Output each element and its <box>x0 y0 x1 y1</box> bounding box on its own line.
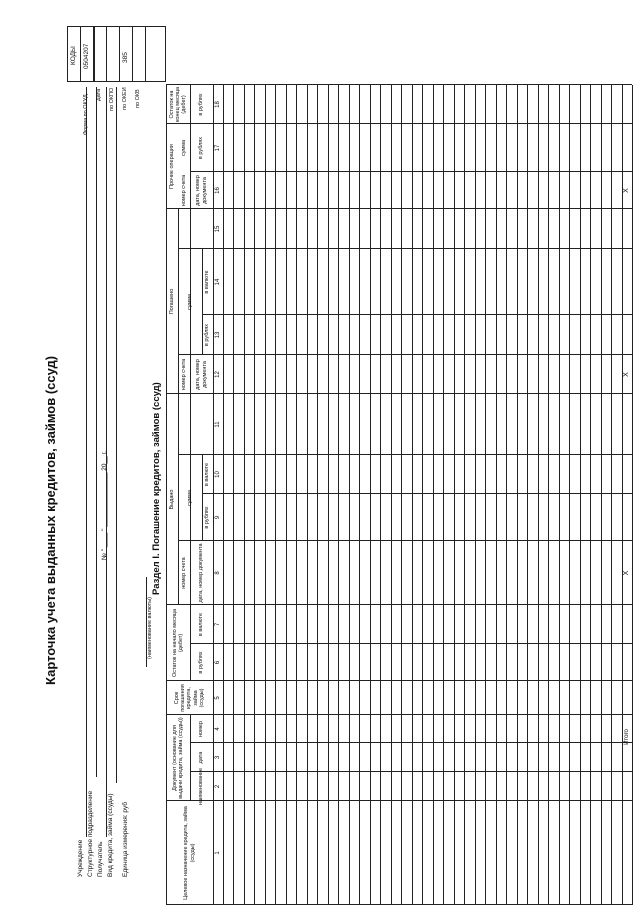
codes-okei-label: по ОКЕИ <box>122 87 128 110</box>
col-balance-end-rub: в рублях <box>198 93 205 116</box>
col-divider <box>178 454 632 455</box>
field-loan-type-line <box>116 87 117 783</box>
col-divider <box>202 493 632 494</box>
col-number-8: 8 <box>214 571 221 575</box>
field-recipient-line <box>106 87 107 837</box>
col-number-7: 7 <box>214 622 221 627</box>
table-row <box>611 85 612 905</box>
col-divider <box>178 540 632 541</box>
codes-okpo-label: по ОКПО <box>109 87 115 111</box>
col-divider <box>166 123 632 124</box>
col-term-header: Срок погашения кредита, займа (ссуды) <box>173 684 205 712</box>
codes-date-label: Дата <box>96 88 102 101</box>
col-other-acc-no: номер счета <box>180 174 187 207</box>
col-divider <box>166 393 632 394</box>
col-repay-sum: сумма <box>186 293 193 311</box>
col-number-17: 17 <box>214 144 221 152</box>
header-line <box>223 85 224 905</box>
col-issue-acc-no: номер счета <box>180 557 187 589</box>
col-purpose-header: Целевое назначение кредита, займа (ссуды) <box>183 806 196 900</box>
section-title: Раздел I. Погашение кредитов, займов (ссуд) <box>151 382 162 595</box>
field-recipient-label: Получатель <box>97 841 104 877</box>
codes-form-value: 0504207 <box>83 43 90 69</box>
table-bottom-border <box>632 85 633 905</box>
table-row <box>454 85 455 905</box>
col-balance-start-header: Остаток на начало месяца (дебет) <box>171 608 184 678</box>
table-right-border <box>166 84 632 85</box>
table-row <box>412 85 413 905</box>
table-row <box>601 85 602 905</box>
table-row <box>338 85 339 905</box>
table-row <box>296 85 297 905</box>
total-cross-other: X <box>622 188 630 193</box>
col-divider <box>166 680 632 681</box>
col-number-1: 1 <box>214 851 221 855</box>
codes-okud-label: Форма по ОКУД <box>83 94 89 135</box>
total-cross-repay: X <box>622 372 630 377</box>
codes-okv-label: по ОКВ <box>135 89 141 108</box>
col-divider <box>202 314 632 315</box>
table-row <box>265 85 266 905</box>
col-doc-number-header: номер <box>198 721 205 737</box>
field-institution-label: Учреждение <box>77 839 84 877</box>
col-repay-sum-rub: в рублях <box>204 323 211 347</box>
table-row <box>401 85 402 905</box>
col-divider <box>190 742 632 743</box>
table-row <box>328 85 329 905</box>
col-issue-sum-rub: в рублях <box>204 506 211 529</box>
col-divider <box>166 604 632 605</box>
field-division-label: Структурное подразделение <box>87 790 94 877</box>
table-row <box>443 85 444 905</box>
table-row <box>275 85 276 905</box>
table-row <box>286 85 287 905</box>
col-number-4: 4 <box>214 727 221 731</box>
table-row <box>254 85 255 905</box>
table-row <box>370 85 371 905</box>
table-row <box>475 85 476 905</box>
table-row <box>485 85 486 905</box>
field-unit-label: Единица измерения: руб <box>122 802 129 877</box>
col-number-16: 16 <box>214 187 221 194</box>
col-other-header: Прочие операции <box>168 144 175 189</box>
col-number-2: 2 <box>214 784 221 789</box>
total-cross-issue: X <box>622 570 630 576</box>
col-other-sum: сумма <box>180 139 187 157</box>
number-date-line: № " ____ " _______________ 20__ г. <box>101 451 108 560</box>
table-row <box>233 85 234 905</box>
col-repay-sum-cur: в валюте <box>204 270 211 294</box>
table-row <box>506 85 507 905</box>
table-row <box>317 85 318 905</box>
codes-header: КОДЫ <box>70 46 77 65</box>
col-other-sum-rub: в рублях <box>198 136 205 160</box>
field-loan-type-label: Вид кредита, займа (ссуды) <box>107 793 114 877</box>
col-balance-start-cur: в валюте <box>198 612 205 637</box>
table-row <box>559 85 560 905</box>
field-division-line <box>96 87 97 777</box>
col-number-10: 10 <box>214 471 221 478</box>
col-number-18: 18 <box>214 101 221 108</box>
codes-box <box>67 26 166 82</box>
col-issue-sum-cur: в валюте <box>204 462 211 487</box>
col-doc-name-header: наименование <box>198 767 205 806</box>
col-divider <box>178 354 632 355</box>
col-balance-end-header: Остаток на конец месяца (дебет) <box>168 86 188 123</box>
col-divider <box>178 248 632 249</box>
table-row <box>359 85 360 905</box>
col-divider <box>166 800 632 801</box>
col-repay-acc-no: номер счета <box>180 358 187 391</box>
col-divider <box>190 771 632 772</box>
col-repay-header: Погашено <box>168 288 175 315</box>
col-repay-doc-date-no: дата, номер документа <box>195 359 208 390</box>
table-row <box>538 85 539 905</box>
col-divider <box>190 171 632 172</box>
table-row <box>422 85 423 905</box>
table-row <box>548 85 549 905</box>
col-issue-doc-date-no: дата, номер документа <box>198 543 205 603</box>
table-row <box>496 85 497 905</box>
table-row <box>307 85 308 905</box>
table-row <box>580 85 581 905</box>
col-number-15: 15 <box>214 225 221 233</box>
table-row <box>527 85 528 905</box>
table-row <box>391 85 392 905</box>
col-divider <box>166 208 632 209</box>
col-number-13: 13 <box>214 331 221 339</box>
table-row <box>380 85 381 905</box>
col-number-6: 6 <box>214 660 221 665</box>
total-label: Итого <box>623 729 630 745</box>
table-row <box>349 85 350 905</box>
codes-okei-value: 385 <box>122 52 129 63</box>
currency-caption: (наименование валюты) <box>147 597 153 659</box>
col-number-11: 11 <box>214 421 221 428</box>
form-title: Карточка учета выданных кредитов, займов (ссуд) <box>43 355 58 685</box>
col-balance-start-rub: в рублях <box>198 651 205 674</box>
col-divider <box>166 714 632 715</box>
table-row <box>433 85 434 905</box>
col-number-14: 14 <box>214 278 221 286</box>
col-issue-header: Выдано <box>168 489 175 510</box>
col-doc-date-header: дата <box>198 751 205 764</box>
col-number-12: 12 <box>214 371 221 378</box>
col-number-9: 9 <box>214 515 221 520</box>
col-document-header: Документ (основание для выдачи кредита, займа (ссуды)) <box>171 717 184 799</box>
col-issue-sum: сумма <box>186 489 193 507</box>
table-row <box>464 85 465 905</box>
col-other-doc-date-no: дата, номер документа <box>195 175 208 206</box>
col-divider <box>190 643 632 644</box>
col-number-5: 5 <box>214 696 221 700</box>
table-row <box>244 85 245 905</box>
table-row <box>590 85 591 905</box>
col-number-3: 3 <box>214 755 221 760</box>
table-row <box>517 85 518 905</box>
table-row <box>569 85 570 905</box>
field-institution-line <box>86 87 87 837</box>
